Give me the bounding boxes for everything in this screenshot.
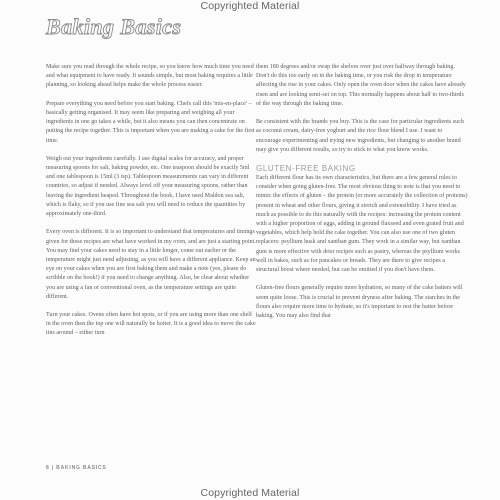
section-subheading: GLUTEN-FREE BAKING — [256, 164, 356, 174]
paragraph: Make sure you read through the whole recipe, so you know how much time you need and what equipment to have ready. It sounds simple, but most baking requires a little planning, so looking ahead helps make the whole process easier. — [46, 64, 254, 89]
paragraph: them 180 degrees and/or swap the shelves over just over halfway through baking. Don't do this too early on in the baking time, or you risk the drop in temperature affecting the rise in your cakes. Only open the oven door when the cakes have already risen and are looking semi-set on top. This normally happens about half to two-thirds of the way through the baking time. — [256, 64, 466, 107]
paragraph: Prepare everything you need before you start baking. Chefs call this 'mis-en-place' – basically getting organised. It may seem like preparing and weighing all your ingredients in one go takes a while, but it also means you can then concentrate on putting the recipe together. This is important when you are making a cake for the first time. — [46, 100, 255, 144]
right-column — [256, 63, 468, 321]
page-title: Baking Basics — [46, 14, 182, 39]
paragraph: Each different flour has its own characteristics, but there are a few general rules to consider when going gluten-free. The most obvious thing to note is that you need to mimic the effects of gluten – the protein (or more accurately the collection of proteins) present in wheat and other flours, giving it stretch and extensibility. I have tried as much as possible to do this naturally with the recipes: increasing the protein content with a higher proportion of eggs, adding in ground flaxseed and even grated fruit and vegetables, which help hold the cake together. You can also use one of two gluten replacers: psyllium husk and xanthan gum. They work in a similar way, but xanthan gum is more effective with drier recipes such as pastry, whereas the psyllium works well in bakes, such as for pancakes or breads. They are there to give recipes a structural boost where needed, but can be omitted if you don't have them. — [256, 175, 468, 273]
paragraph: Every oven is different. It is so important to understand that temperatures and timings given for these recipes are what have worked in my oven, and are just a starting point. You may find your cakes need to stay in a little longer, come out earlier or the temperature might just need adjusting, as you will have a different appliance. Keep an eye on your cakes when you are first baking them and make a note (yes, please do scribble on the book!) if you need to change anything. Also, be clear about whether you are using a fan or conventional oven, as the temperature settings are quite different. — [46, 229, 256, 300]
paragraph: Gluten-free flours generally require more hydration, so many of the cake batters will seem quite loose. This is crucial to prevent dryness after baking. The starches in the flours also require more time to hydrate, so it's important to rest the batter before baking. You may also find that — [256, 285, 463, 319]
left-column — [46, 63, 257, 339]
copyright-watermark-bottom: Copyrighted Material — [200, 487, 300, 499]
paragraph: Turn your cakes. Ovens often have hot spots, or if you are using more than one shelf in the oven then the top one will naturally be hotter. It is a good idea to move the cake tins around – either turn — [46, 312, 256, 337]
paragraph: Be consistent with the brands you buy. This is the case for particular ingredients such as coconut cream, dairy-free yoghurt and the rice flour blend I use. I want to encourage experimenting and trying new ingredients, but changing to another brand may give you different results, so try to stick to what you know works. — [256, 119, 464, 153]
paragraph: Weigh out your ingredients carefully. I use digital scales for accuracy, and proper measuring spoons for salt, baking powder, etc. One teaspoon should be exactly 5ml and one tablespoon is 15ml (3 tsp). Tablespoon measurements can vary in different countries, so adjust if needed. Always level off your measuring spoons, rather than leaving the ingredient heaped. Throughout the book, I have used Maldon sea salt, which is flaky, so if you use fine sea salt you will need to reduce the quantities by approximately one-third. — [46, 155, 250, 217]
copyright-watermark-top: Copyrighted Material — [200, 0, 300, 12]
page-folio: 8 | BAKING BASICS — [46, 465, 107, 471]
